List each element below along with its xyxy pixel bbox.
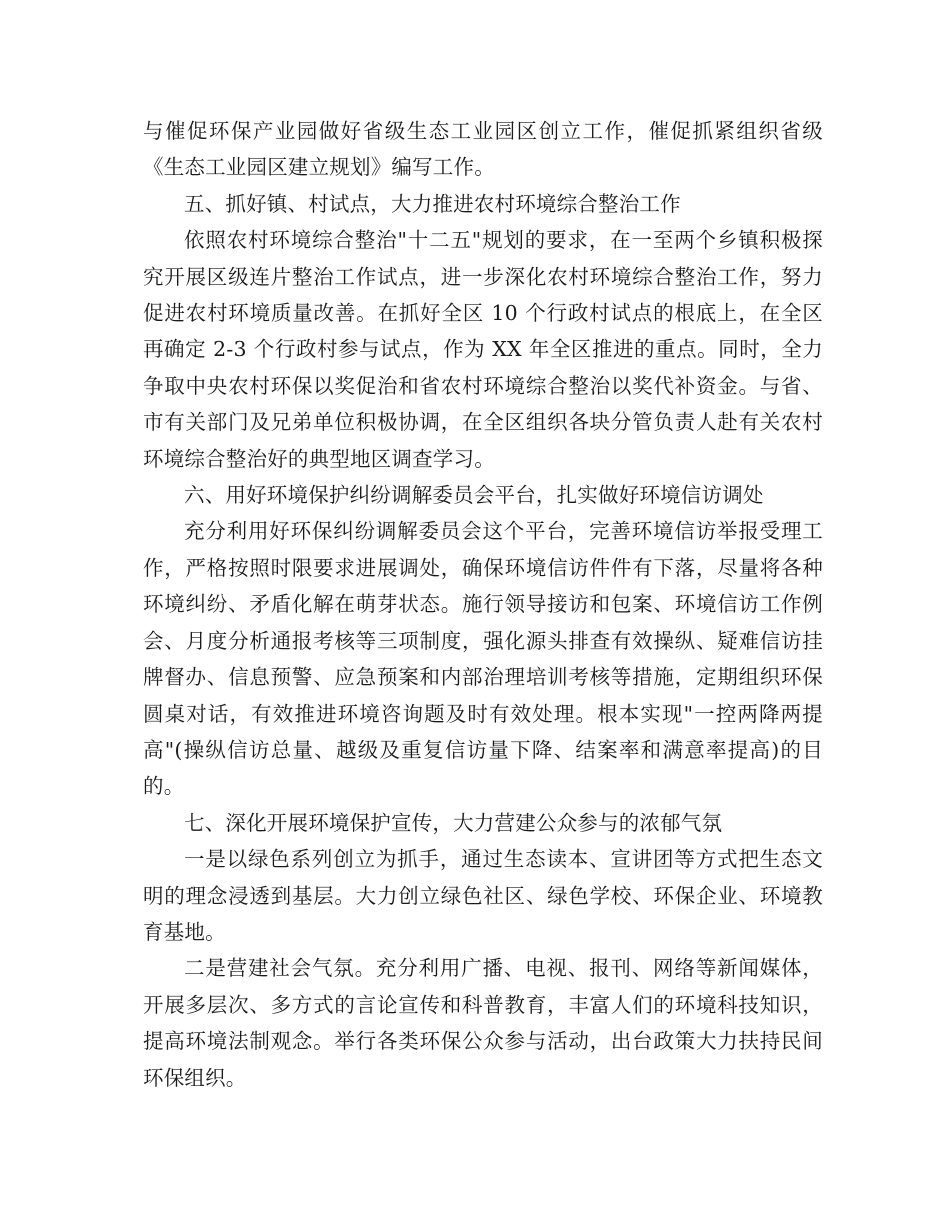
section-heading-6: 六、用好环境保护纠纷调解委员会平台，扎实做好环境信访调处 <box>184 483 764 508</box>
paragraph-green-creation: 一是以绿色系列创立为抓手，通过生态读本、宣讲团等方式把生态文明的理念浸透到基层。大力创立绿色社区、绿色学校、环保企业、环境教育基地。 <box>143 847 823 944</box>
section-heading-7: 七、深化开展环境保护宣传，大力营建公众参与的浓郁气氛 <box>184 810 723 835</box>
paragraph-continuation: 与催促环保产业园做好省级生态工业园区创立工作，催促抓紧组织省级《生态工业园区建立规划》编写工作。 <box>143 119 823 180</box>
paragraph-social-atmosphere: 二是营建社会气氛。充分利用广播、电视、报刊、网络等新闻媒体，开展多层次、多方式的言论宣传和科普教育，丰富人们的环境科技知识，提高环境法制观念。举行各类环保公众参与活动，出台政策大力扶持民间环保组织。 <box>143 956 823 1090</box>
section-heading-5: 五、抓好镇、村试点，大力推进农村环境综合整治工作 <box>184 191 681 216</box>
document-page <box>143 113 823 1096</box>
paragraph-petition-handling: 充分利用好环保纠纷调解委员会这个平台，完善环境信访举报受理工作，严格按照时限要求进展调处，确保环境信访件件有下落，尽量将各种环境纠纷、矛盾化解在萌芽状态。施行领导接访和包案、环境信访工作例会、月度分析通报考核等三项制度，强化源头排查有效操纵、疑难信访挂牌督办、信息预警、应急预案和内部治理培训考核等措施，定期组织环保圆桌对话，有效推进环境咨询题及时有效处理。根本实现"一控两降两提高"(操纵信访总量、越级及重复信访量下降、结案率和满意率提高)的目的。 <box>143 519 823 799</box>
paragraph-rural-environment: 依照农村环境综合整治"十二五"规划的要求，在一至两个乡镇积极探究开展区级连片整治工作试点，进一步深化农村环境综合整治工作，努力促进农村环境质量改善。在抓好全区 10 个行政村试点的根底上，在全区再确定 2-3 个行政村参与试点，作为 XX 年全区推进的重点。同时，全力争取中央农村环保以奖促治和省农村环境综合整治以奖代补资金。与省、市有关部门及兄弟单位积极协调，在全区组织各块分管负责人赴有关农村环境综合整治好的典型地区调查学习。 <box>143 228 823 471</box>
